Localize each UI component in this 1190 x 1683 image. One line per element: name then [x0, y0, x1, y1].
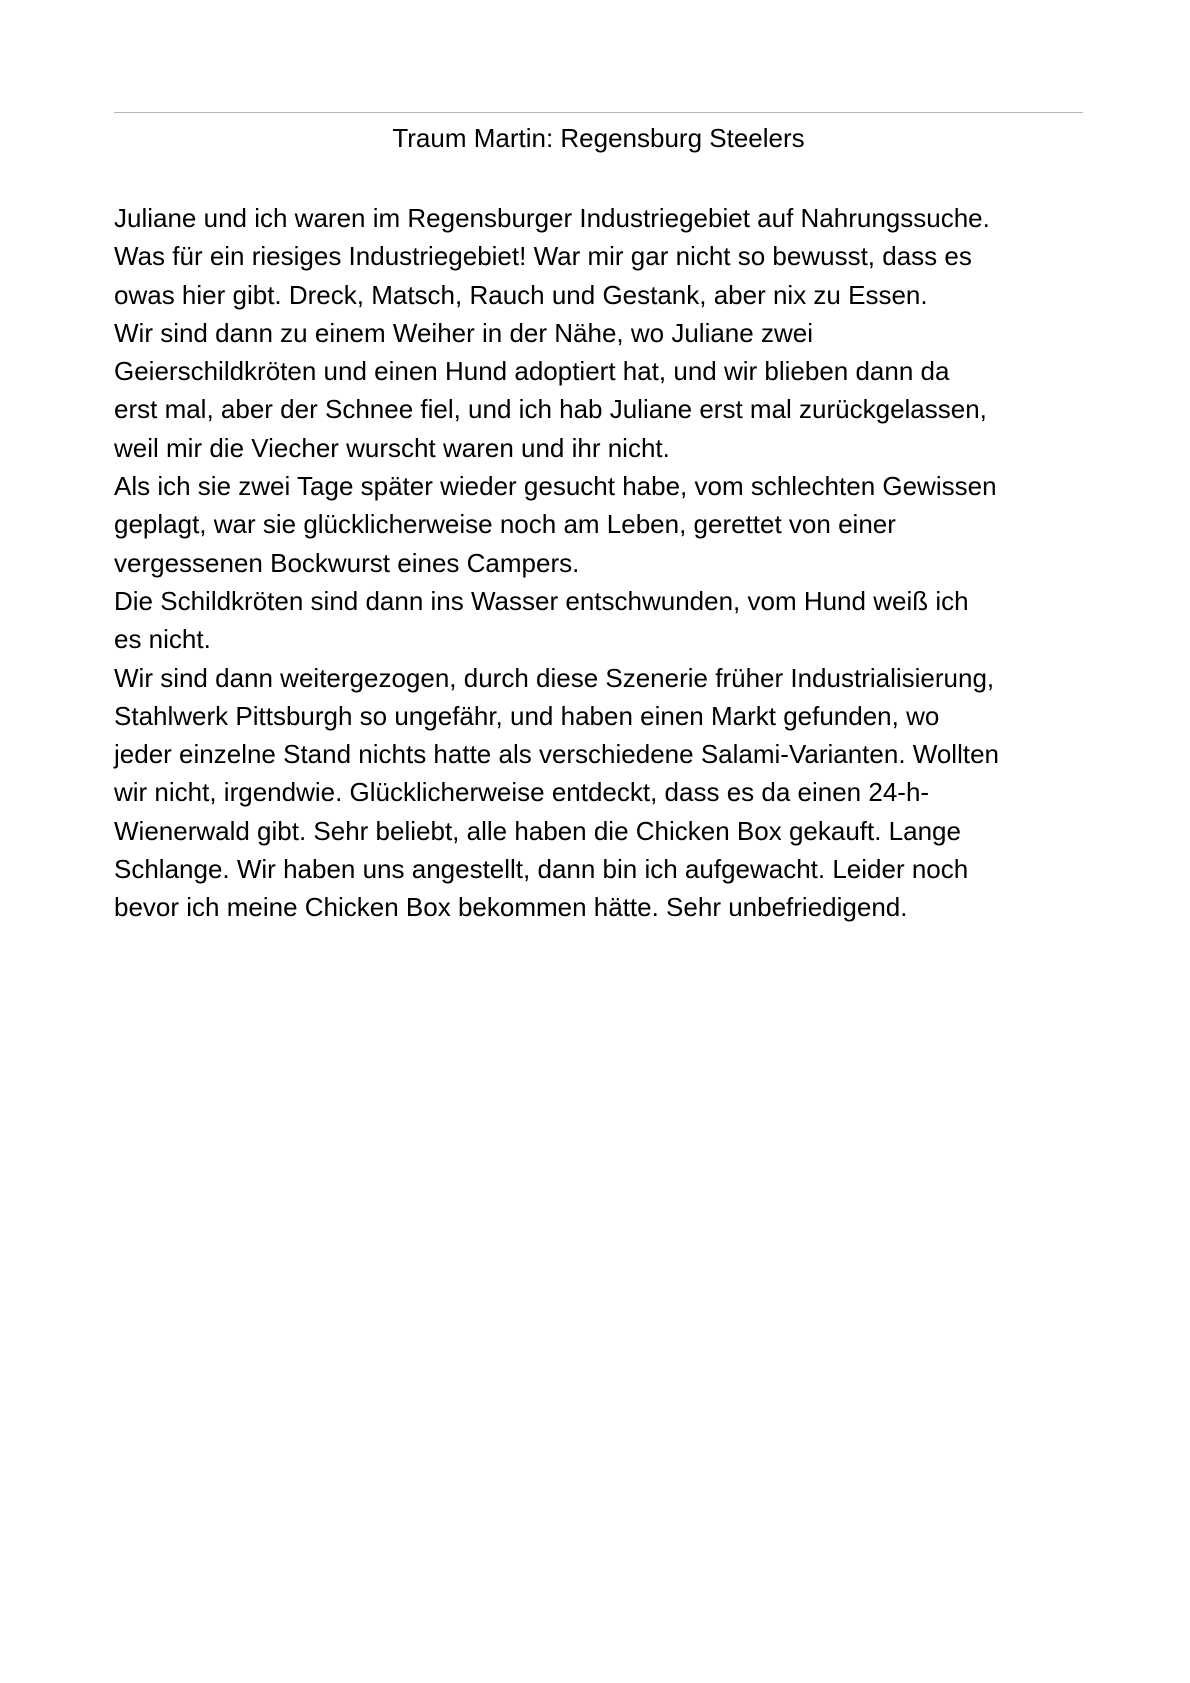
text-line: Stahlwerk Pittsburgh so ungefähr, und haben einen Markt gefunden, wo	[114, 700, 940, 731]
text-line: geplagt, war sie glücklicherweise noch am Leben, gerettet von einer	[114, 509, 896, 540]
text-line: vergessenen Bockwurst eines Campers.	[114, 547, 580, 578]
text-line: Schlange. Wir haben uns angestellt, dann bin ich aufgewacht. Leider noch	[114, 854, 969, 885]
document-body	[114, 199, 1099, 927]
text-line: Wir sind dann zu einem Weiher in der Nähe, wo Juliane zwei	[114, 317, 813, 348]
text-line: Was für ein riesiges Industriegebiet! War mir gar nicht so bewusst, dass es	[114, 241, 972, 272]
text-line: wir nicht, irgendwie. Glücklicherweise entdeckt, dass es da einen 24-h-	[114, 777, 930, 808]
text-line: Die Schildkröten sind dann ins Wasser entschwunden, vom Hund weiß ich	[114, 585, 969, 616]
text-line: es nicht.	[114, 624, 211, 655]
document-title: Traum Martin: Regensburg Steelers	[392, 123, 805, 153]
text-line: Wir sind dann weitergezogen, durch diese Szenerie früher Industrialisierung,	[114, 662, 995, 693]
text-line: bevor ich meine Chicken Box bekommen hätte. Sehr unbefriedigend.	[114, 892, 908, 923]
text-line: owas hier gibt. Dreck, Matsch, Rauch und Gestank, aber nix zu Essen.	[114, 279, 928, 310]
text-line: jeder einzelne Stand nichts hatte als verschiedene Salami-Varianten. Wollten	[114, 739, 999, 770]
text-line: erst mal, aber der Schnee fiel, und ich hab Juliane erst mal zurückgelassen,	[114, 394, 987, 425]
text-line: Wienerwald gibt. Sehr beliebt, alle haben die Chicken Box gekauft. Lange	[114, 815, 961, 846]
text-line: Geierschildkröten und einen Hund adoptiert hat, und wir blieben dann da	[114, 356, 950, 387]
text-line: weil mir die Viecher wurscht waren und ihr nicht.	[114, 432, 670, 463]
header-divider	[114, 112, 1083, 113]
text-line: Juliane und ich waren im Regensburger Industriegebiet auf Nahrungssuche.	[114, 203, 990, 233]
text-line: Als ich sie zwei Tage später wieder gesucht habe, vom schlechten Gewissen	[114, 471, 997, 502]
